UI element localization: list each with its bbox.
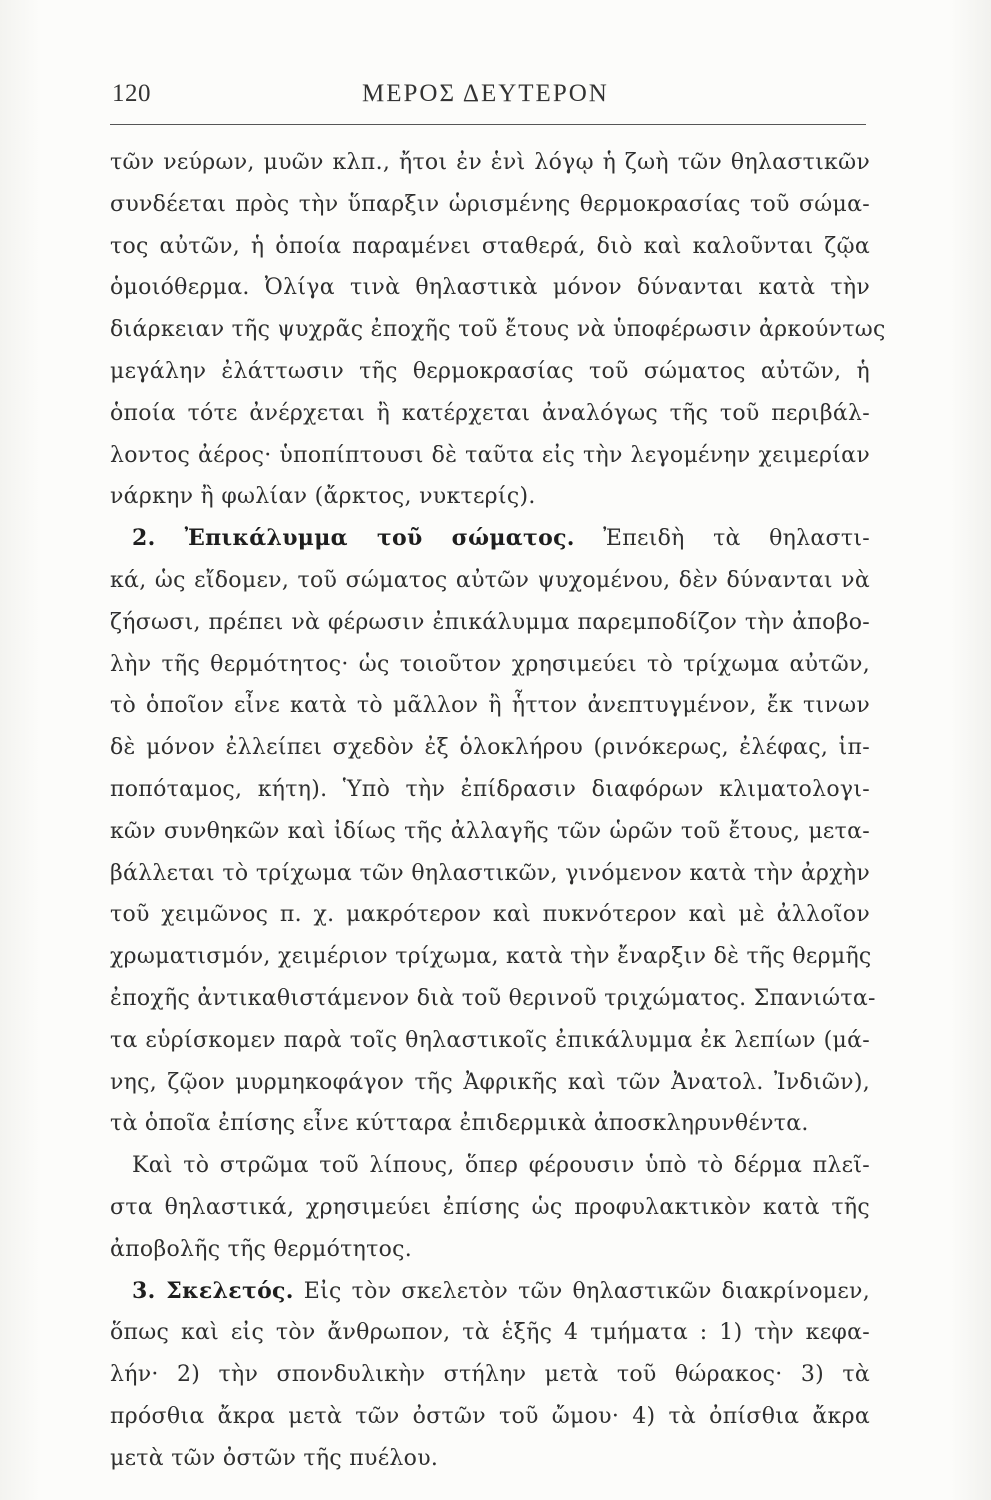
text-line: κῶν συνθηκῶν καὶ ἰδίως τῆς ἀλλαγῆς τῶν ὡρῶν τοῦ ἔτους, μετα- — [110, 818, 870, 844]
text-line: συνδέεται πρὸς τὴν ὕπαρξιν ὡρισμένης θερμοκρασίας τοῦ σώμα- — [110, 191, 870, 217]
section-heading-line: 3. Σκελετός. Εἰς τὸν σκελετὸν τῶν θηλαστικῶν διακρίνομεν, — [132, 1277, 870, 1304]
text-line: λήν· 2) τὴν σπονδυλικὴν στήλην μετὰ τοῦ θώρακος· 3) τὰ — [110, 1362, 870, 1388]
text-line: τοῦ χειμῶνος π. χ. μακρότερον καὶ πυκνότερον καὶ μὲ ἀλλοῖον — [110, 902, 870, 928]
text-line: λοντος ἀέρος· ὑποπίπτουσι δὲ ταῦτα εἰς τὴν λεγομένην χειμερίαν — [110, 442, 870, 468]
text-line: μετὰ τῶν ὀστῶν τῆς πυέλου. — [110, 1445, 439, 1471]
page-number: 120 — [112, 80, 151, 107]
text-line: λὴν τῆς θερμότητος· ὡς τοιοῦτον χρησιμεύει τὸ τρίχωμα αὐτῶν, — [110, 651, 870, 677]
text-line: ὁμοιόθερμα. Ὀλίγα τινὰ θηλαστικὰ μόνον δύνανται κατὰ τὴν — [110, 275, 870, 301]
text-line: δὲ μόνον ἐλλείπει σχεδὸν ἐξ ὁλοκλήρου (ρινόκερως, ἐλέφας, ἱπ- — [110, 735, 870, 761]
text-line: ἐποχῆς ἀντικαθιστάμενον διὰ τοῦ θερινοῦ τριχώματος. Σπανιώτα- — [110, 985, 876, 1011]
text-line: χρωματισμόν, χειμέριον τρίχωμα, κατὰ τὴν ἔναρξιν δὲ τῆς θερμῆς — [110, 944, 872, 970]
text-line: ποπόταμος, κήτη). Ὑπὸ τὴν ἐπίδρασιν διαφόρων κλιματολογι- — [110, 776, 870, 802]
section-heading: 3. Σκελετός. — [132, 1277, 294, 1304]
text-line: ὁποία τότε ἀνέρχεται ἢ κατέρχεται ἀναλόγως τῆς τοῦ περιβάλ- — [110, 400, 870, 426]
section-heading: 2. Ἐπικάλυμμα τοῦ σώματος. — [132, 525, 575, 552]
text-line: τὸ ὁποῖον εἶνε κατὰ τὸ μᾶλλον ἢ ἧττον ἀνεπτυγμένον, ἔκ τινων — [110, 693, 870, 719]
text-line: ὅπως καὶ εἰς τὸν ἄνθρωπον, τὰ ἑξῆς 4 τμήματα : 1) τὴν κεφα- — [110, 1320, 870, 1346]
text-line: τα εὑρίσκομεν παρὰ τοῖς θηλαστικοῖς ἐπικάλυμμα ἐκ λεπίων (μά- — [110, 1027, 870, 1053]
section-heading-line: 2. Ἐπικάλυμμα τοῦ σώματος. Ἐπειδὴ τὰ θηλαστι- — [132, 525, 870, 552]
text-line: κά, ὡς εἴδομεν, τοῦ σώματος αὐτῶν ψυχομένου, δὲν δύνανται νὰ — [110, 567, 870, 593]
header-rule — [110, 124, 866, 125]
body-text — [110, 142, 886, 1480]
text-line: ἀποβολῆς τῆς θερμότητος. — [110, 1236, 413, 1262]
text-line: τος αὐτῶν, ἡ ὁποία παραμένει σταθερά, διὸ καὶ καλοῦνται ζῷα — [110, 233, 870, 259]
text-line: πρόσθια ἄκρα μετὰ τῶν ὀστῶν τοῦ ὤμου· 4) τὰ ὀπίσθια ἄκρα — [110, 1403, 870, 1429]
text-line: στα θηλαστικά, χρησιμεύει ἐπίσης ὡς προφυλακτικὸν κατὰ τῆς — [110, 1194, 870, 1220]
text-line: τὰ ὁποῖα ἐπίσης εἶνε κύτταρα ἐπιδερμικὰ ἀποσκληρυνθέντα. — [110, 1111, 809, 1137]
text-line: νάρκην ἢ φωλίαν (ἄρκτος, νυκτερίς). — [110, 484, 536, 510]
text-line: μεγάλην ἐλάττωσιν τῆς θερμοκρασίας τοῦ σώματος αὐτῶν, ἡ — [110, 358, 870, 384]
page-header — [112, 80, 862, 120]
text-line: Καὶ τὸ στρῶμα τοῦ λίπους, ὅπερ φέρουσιν ὑπὸ τὸ δέρμα πλεῖ- — [132, 1153, 870, 1179]
text-line: νης, ζῷον μυρμηκοφάγον τῆς Ἀφρικῆς καὶ τῶν Ἀνατολ. Ἰνδιῶν), — [110, 1069, 870, 1095]
text-line: βάλλεται τὸ τρίχωμα τῶν θηλαστικῶν, γινόμενον κατὰ τὴν ἀρχὴν — [110, 860, 870, 886]
running-title: ΜΕΡΟΣ ΔΕΥΤΕΡΟΝ — [362, 80, 609, 107]
text-line: ζήσωσι, πρέπει νὰ φέρωσιν ἐπικάλυμμα παρεμποδίζον τὴν ἀποβο- — [110, 609, 870, 635]
text-line: διάρκειαν τῆς ψυχρᾶς ἐποχῆς τοῦ ἔτους νὰ ὑποφέρωσιν ἀρκούντως — [110, 317, 886, 343]
text-line: τῶν νεύρων, μυῶν κλπ., ἤτοι ἐν ἑνὶ λόγῳ ἡ ζωὴ τῶν θηλαστικῶν — [110, 150, 870, 175]
